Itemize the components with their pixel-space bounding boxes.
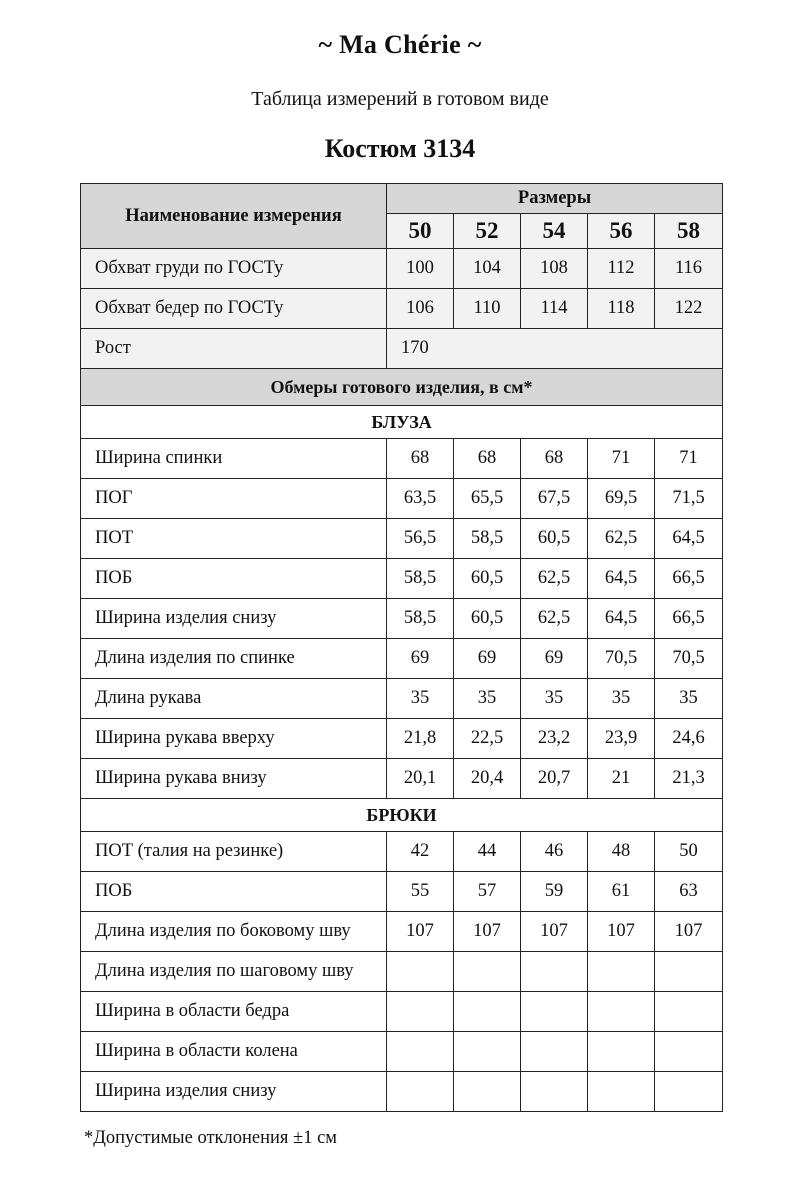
row-value: 61	[588, 872, 655, 912]
row-value	[588, 952, 655, 992]
row-value: 20,7	[521, 759, 588, 799]
row-value: 35	[454, 679, 521, 719]
table-row	[81, 329, 723, 369]
row-value: 112	[588, 249, 655, 289]
row-value: 35	[387, 679, 454, 719]
table-row	[81, 719, 723, 759]
row-value: 100	[387, 249, 454, 289]
row-value: 66,5	[655, 559, 723, 599]
measurement-name-header: Наименование измерения	[81, 184, 387, 249]
table-row	[81, 832, 723, 872]
row-value: 107	[387, 912, 454, 952]
blouse-section-title: БЛУЗА	[81, 406, 723, 439]
row-value	[521, 1072, 588, 1112]
measurement-table	[80, 183, 723, 1112]
row-value: 20,1	[387, 759, 454, 799]
size-column-header: 54	[521, 214, 588, 249]
row-value: 58,5	[454, 519, 521, 559]
row-value: 107	[521, 912, 588, 952]
table-row	[81, 679, 723, 719]
row-value: 63,5	[387, 479, 454, 519]
sizes-header: Размеры	[387, 184, 723, 214]
row-value: 35	[588, 679, 655, 719]
row-value: 42	[387, 832, 454, 872]
row-value: 50	[655, 832, 723, 872]
row-value: 44	[454, 832, 521, 872]
row-value	[588, 992, 655, 1032]
row-value	[521, 1032, 588, 1072]
row-label: Ширина в области колена	[81, 1032, 387, 1072]
row-value: 63	[655, 872, 723, 912]
trousers-section-title: БРЮКИ	[81, 799, 723, 832]
table-row	[81, 952, 723, 992]
row-label: Длина изделия по спинке	[81, 639, 387, 679]
row-value: 62,5	[521, 599, 588, 639]
table-row	[81, 289, 723, 329]
row-value	[454, 992, 521, 1032]
row-value	[588, 1072, 655, 1112]
table-row	[81, 759, 723, 799]
table-row	[81, 639, 723, 679]
row-value: 58,5	[387, 599, 454, 639]
row-value: 71	[655, 439, 723, 479]
row-value: 69	[387, 639, 454, 679]
table-row	[81, 439, 723, 479]
row-value: 70,5	[588, 639, 655, 679]
document-subtitle: Таблица измерений в готовом виде	[251, 88, 549, 110]
row-value: 114	[521, 289, 588, 329]
row-value	[387, 992, 454, 1032]
row-label: Ширина изделия снизу	[81, 599, 387, 639]
row-value	[655, 1032, 723, 1072]
row-label: Рост	[81, 329, 387, 369]
row-value: 62,5	[588, 519, 655, 559]
table-row	[81, 599, 723, 639]
row-value: 64,5	[588, 599, 655, 639]
section-header-row	[81, 369, 723, 406]
row-value: 104	[454, 249, 521, 289]
row-label: Обхват бедер по ГОСТу	[81, 289, 387, 329]
row-label: ПОБ	[81, 559, 387, 599]
row-label: Ширина спинки	[81, 439, 387, 479]
row-value: 56,5	[387, 519, 454, 559]
row-value: 48	[588, 832, 655, 872]
tolerance-footnote: *Допустимые отклонения ±1 см	[84, 1128, 337, 1148]
row-value: 23,2	[521, 719, 588, 759]
table-row	[81, 912, 723, 952]
section-header-row	[81, 799, 723, 832]
size-column-header: 50	[387, 214, 454, 249]
row-value	[588, 1032, 655, 1072]
row-value: 106	[387, 289, 454, 329]
row-value: 118	[588, 289, 655, 329]
row-value	[387, 952, 454, 992]
row-value: 68	[454, 439, 521, 479]
row-value	[387, 1032, 454, 1072]
row-value: 60,5	[454, 559, 521, 599]
table-row	[81, 1032, 723, 1072]
table-header-row	[81, 184, 723, 214]
table-row	[81, 992, 723, 1032]
row-label: Ширина рукава вверху	[81, 719, 387, 759]
row-value: 64,5	[588, 559, 655, 599]
row-value: 107	[655, 912, 723, 952]
row-value: 21	[588, 759, 655, 799]
row-value: 58,5	[387, 559, 454, 599]
row-value: 108	[521, 249, 588, 289]
row-value: 69,5	[588, 479, 655, 519]
table-row	[81, 1072, 723, 1112]
row-label: Длина изделия по боковому шву	[81, 912, 387, 952]
row-value: 110	[454, 289, 521, 329]
row-label: ПОБ	[81, 872, 387, 912]
row-value	[454, 952, 521, 992]
row-value: 62,5	[521, 559, 588, 599]
table-row	[81, 872, 723, 912]
row-value: 67,5	[521, 479, 588, 519]
row-value	[655, 952, 723, 992]
row-label: ПОГ	[81, 479, 387, 519]
size-column-header: 52	[454, 214, 521, 249]
row-value: 64,5	[655, 519, 723, 559]
row-value: 71	[588, 439, 655, 479]
row-value: 107	[454, 912, 521, 952]
row-value: 60,5	[521, 519, 588, 559]
row-value	[454, 1072, 521, 1112]
row-value	[521, 992, 588, 1032]
row-label: ПОТ	[81, 519, 387, 559]
table-row	[81, 479, 723, 519]
row-value: 35	[655, 679, 723, 719]
table-row	[81, 249, 723, 289]
row-value	[454, 1032, 521, 1072]
row-value: 68	[387, 439, 454, 479]
row-value: 59	[521, 872, 588, 912]
row-value: 70,5	[655, 639, 723, 679]
height-value: 170	[387, 329, 723, 369]
row-value: 69	[521, 639, 588, 679]
row-label: Обхват груди по ГОСТу	[81, 249, 387, 289]
row-value: 35	[521, 679, 588, 719]
row-label: Ширина рукава внизу	[81, 759, 387, 799]
row-label: ПОТ (талия на резинке)	[81, 832, 387, 872]
row-value: 71,5	[655, 479, 723, 519]
row-value: 69	[454, 639, 521, 679]
product-title: Костюм 3134	[324, 134, 476, 163]
row-value	[655, 992, 723, 1032]
finished-measurements-header: Обмеры готового изделия, в см*	[81, 369, 723, 406]
row-value	[655, 1072, 723, 1112]
row-value: 65,5	[454, 479, 521, 519]
row-value: 20,4	[454, 759, 521, 799]
row-value: 21,8	[387, 719, 454, 759]
row-value: 24,6	[655, 719, 723, 759]
row-label: Ширина в области бедра	[81, 992, 387, 1032]
row-value	[387, 1072, 454, 1112]
row-value: 46	[521, 832, 588, 872]
row-value: 68	[521, 439, 588, 479]
table-row	[81, 519, 723, 559]
row-value: 21,3	[655, 759, 723, 799]
row-value: 60,5	[454, 599, 521, 639]
row-value: 57	[454, 872, 521, 912]
size-column-header: 56	[588, 214, 655, 249]
row-value: 116	[655, 249, 723, 289]
table-row	[81, 559, 723, 599]
row-label: Ширина изделия снизу	[81, 1072, 387, 1112]
row-value	[521, 952, 588, 992]
row-value: 22,5	[454, 719, 521, 759]
section-header-row	[81, 406, 723, 439]
row-value: 66,5	[655, 599, 723, 639]
size-column-header: 58	[655, 214, 723, 249]
row-label: Длина изделия по шаговому шву	[81, 952, 387, 992]
row-value: 55	[387, 872, 454, 912]
brand-title: ~ Ma Chérie ~	[318, 30, 482, 59]
row-value: 107	[588, 912, 655, 952]
row-value: 23,9	[588, 719, 655, 759]
row-label: Длина рукава	[81, 679, 387, 719]
row-value: 122	[655, 289, 723, 329]
